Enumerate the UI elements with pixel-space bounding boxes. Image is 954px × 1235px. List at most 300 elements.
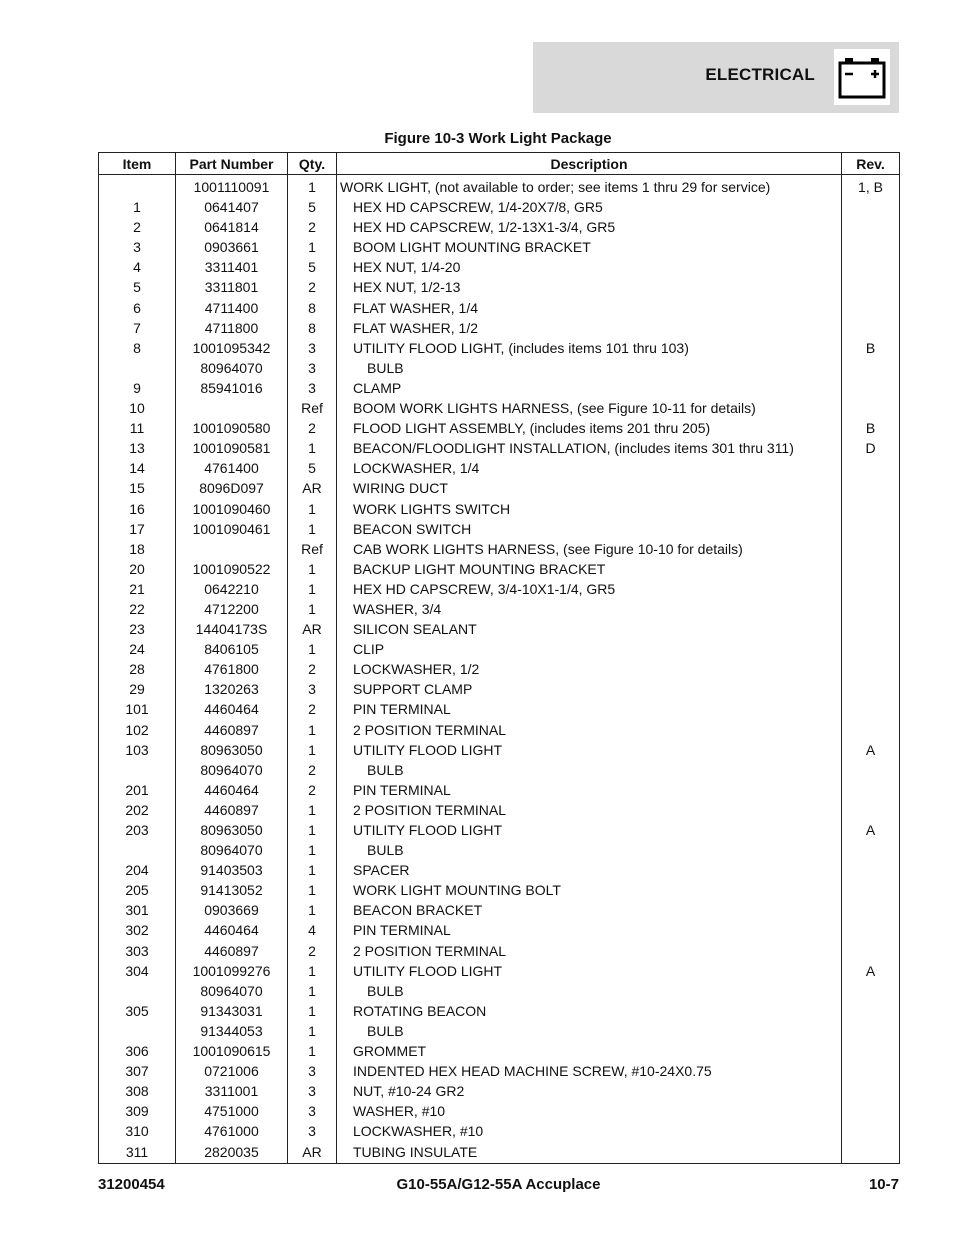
- part-number-cell: 3311401: [176, 257, 288, 277]
- revision-cell: [842, 1121, 900, 1141]
- revision-cell: [842, 1142, 900, 1164]
- section-header: [533, 42, 899, 113]
- part-number-cell: 91343031: [176, 1001, 288, 1021]
- item-number-cell: 9: [99, 378, 176, 398]
- quantity-cell: 1: [288, 237, 337, 257]
- table-row: [99, 679, 900, 699]
- item-number-cell: [99, 981, 176, 1001]
- part-number-cell: 1001090522: [176, 559, 288, 579]
- item-number-cell: 15: [99, 478, 176, 498]
- table-row: [99, 840, 900, 860]
- item-number-cell: 103: [99, 740, 176, 760]
- description-cell: FLAT WASHER, 1/2: [337, 318, 842, 338]
- item-number-cell: 5: [99, 277, 176, 297]
- description-cell: BACKUP LIGHT MOUNTING BRACKET: [337, 559, 842, 579]
- item-number-cell: 4: [99, 257, 176, 277]
- part-number-cell: [176, 398, 288, 418]
- quantity-cell: 1: [288, 860, 337, 880]
- quantity-cell: Ref: [288, 398, 337, 418]
- part-number-cell: 80963050: [176, 740, 288, 760]
- item-number-cell: 22: [99, 599, 176, 619]
- description-cell: HEX NUT, 1/2-13: [337, 277, 842, 297]
- revision-cell: [842, 720, 900, 740]
- table-row: [99, 418, 900, 438]
- item-number-cell: 6: [99, 298, 176, 318]
- part-number-cell: 4460464: [176, 920, 288, 940]
- description-cell: BULB: [337, 358, 842, 378]
- revision-cell: [842, 1041, 900, 1061]
- revision-cell: [842, 1061, 900, 1081]
- description-cell: BULB: [337, 760, 842, 780]
- table-row: [99, 860, 900, 880]
- revision-cell: [842, 860, 900, 880]
- revision-cell: [842, 378, 900, 398]
- part-number-cell: 1001090615: [176, 1041, 288, 1061]
- description-cell: CLIP: [337, 639, 842, 659]
- quantity-cell: AR: [288, 1142, 337, 1164]
- quantity-cell: AR: [288, 619, 337, 639]
- description-cell: BULB: [337, 840, 842, 860]
- quantity-cell: 1: [288, 840, 337, 860]
- table-row: [99, 1081, 900, 1101]
- revision-cell: [842, 659, 900, 679]
- description-cell: UTILITY FLOOD LIGHT: [337, 740, 842, 760]
- quantity-cell: 1: [288, 1021, 337, 1041]
- item-number-cell: 13: [99, 438, 176, 458]
- revision-cell: B: [842, 338, 900, 358]
- item-number-cell: 203: [99, 820, 176, 840]
- table-row: [99, 277, 900, 297]
- item-number-cell: 8: [99, 338, 176, 358]
- quantity-cell: 2: [288, 659, 337, 679]
- description-cell: BULB: [337, 981, 842, 1001]
- quantity-cell: 2: [288, 780, 337, 800]
- description-cell: WIRING DUCT: [337, 478, 842, 498]
- table-row: [99, 619, 900, 639]
- description-cell: 2 POSITION TERMINAL: [337, 800, 842, 820]
- description-cell: PIN TERMINAL: [337, 699, 842, 719]
- quantity-cell: 1: [288, 720, 337, 740]
- part-number-cell: 4761400: [176, 458, 288, 478]
- item-number-cell: [99, 760, 176, 780]
- quantity-cell: 2: [288, 418, 337, 438]
- table-row: [99, 900, 900, 920]
- part-number-cell: 1001110091: [176, 175, 288, 198]
- part-number-cell: 80964070: [176, 840, 288, 860]
- table-row: [99, 1101, 900, 1121]
- table-row: [99, 539, 900, 559]
- revision-cell: [842, 519, 900, 539]
- description-cell: NUT, #10-24 GR2: [337, 1081, 842, 1101]
- table-row: [99, 318, 900, 338]
- description-cell: LOCKWASHER, 1/4: [337, 458, 842, 478]
- part-number-cell: 4460464: [176, 780, 288, 800]
- item-number-cell: 302: [99, 920, 176, 940]
- quantity-cell: 1: [288, 175, 337, 198]
- quantity-cell: 5: [288, 197, 337, 217]
- item-number-cell: 17: [99, 519, 176, 539]
- table-row: [99, 961, 900, 981]
- description-cell: GROMMET: [337, 1041, 842, 1061]
- revision-cell: [842, 699, 900, 719]
- quantity-cell: 1: [288, 499, 337, 519]
- item-number-cell: 29: [99, 679, 176, 699]
- table-row: [99, 820, 900, 840]
- part-number-cell: 4751000: [176, 1101, 288, 1121]
- revision-cell: [842, 197, 900, 217]
- quantity-cell: 1: [288, 438, 337, 458]
- quantity-cell: 1: [288, 981, 337, 1001]
- description-cell: CAB WORK LIGHTS HARNESS, (see Figure 10-10 for details): [337, 539, 842, 559]
- column-header-description: Description: [337, 153, 842, 175]
- item-number-cell: 202: [99, 800, 176, 820]
- description-cell: FLOOD LIGHT ASSEMBLY, (includes items 201 thru 205): [337, 418, 842, 438]
- revision-cell: [842, 579, 900, 599]
- table-row: [99, 760, 900, 780]
- table-row: [99, 398, 900, 418]
- revision-cell: [842, 900, 900, 920]
- item-number-cell: 11: [99, 418, 176, 438]
- revision-cell: [842, 478, 900, 498]
- description-cell: WASHER, 3/4: [337, 599, 842, 619]
- column-header-part-number: Part Number: [176, 153, 288, 175]
- description-cell: PIN TERMINAL: [337, 780, 842, 800]
- revision-cell: [842, 941, 900, 961]
- description-cell: LOCKWASHER, #10: [337, 1121, 842, 1141]
- quantity-cell: 2: [288, 941, 337, 961]
- quantity-cell: 5: [288, 257, 337, 277]
- revision-cell: B: [842, 418, 900, 438]
- quantity-cell: 3: [288, 338, 337, 358]
- part-number-cell: 8096D097: [176, 478, 288, 498]
- item-number-cell: 20: [99, 559, 176, 579]
- parts-table-body: [99, 175, 900, 1164]
- description-cell: BEACON BRACKET: [337, 900, 842, 920]
- item-number-cell: 304: [99, 961, 176, 981]
- description-cell: BEACON SWITCH: [337, 519, 842, 539]
- part-number-cell: 0903669: [176, 900, 288, 920]
- description-cell: WORK LIGHT, (not available to order; see items 1 thru 29 for service): [337, 175, 842, 198]
- part-number-cell: 4460897: [176, 720, 288, 740]
- description-cell: BULB: [337, 1021, 842, 1041]
- revision-cell: [842, 458, 900, 478]
- quantity-cell: 8: [288, 318, 337, 338]
- part-number-cell: 4711800: [176, 318, 288, 338]
- revision-cell: A: [842, 820, 900, 840]
- column-header-rev: Rev.: [842, 153, 900, 175]
- description-cell: SILICON SEALANT: [337, 619, 842, 639]
- description-cell: HEX HD CAPSCREW, 3/4-10X1-1/4, GR5: [337, 579, 842, 599]
- quantity-cell: 3: [288, 679, 337, 699]
- revision-cell: [842, 499, 900, 519]
- part-number-cell: 4761000: [176, 1121, 288, 1141]
- description-cell: WORK LIGHTS SWITCH: [337, 499, 842, 519]
- description-cell: BOOM LIGHT MOUNTING BRACKET: [337, 237, 842, 257]
- revision-cell: [842, 619, 900, 639]
- table-row: [99, 1001, 900, 1021]
- footer-doc-number: 31200454: [98, 1176, 165, 1193]
- quantity-cell: 1: [288, 961, 337, 981]
- table-row: [99, 981, 900, 1001]
- table-row: [99, 559, 900, 579]
- revision-cell: A: [842, 961, 900, 981]
- part-number-cell: 8406105: [176, 639, 288, 659]
- quantity-cell: 3: [288, 1121, 337, 1141]
- item-number-cell: 28: [99, 659, 176, 679]
- battery-icon: [833, 48, 891, 106]
- revision-cell: [842, 257, 900, 277]
- description-cell: 2 POSITION TERMINAL: [337, 720, 842, 740]
- item-number-cell: 307: [99, 1061, 176, 1081]
- description-cell: BEACON/FLOODLIGHT INSTALLATION, (includes items 301 thru 311): [337, 438, 842, 458]
- revision-cell: [842, 760, 900, 780]
- part-number-cell: 1001090461: [176, 519, 288, 539]
- revision-cell: [842, 1101, 900, 1121]
- revision-cell: [842, 539, 900, 559]
- quantity-cell: 2: [288, 277, 337, 297]
- quantity-cell: 1: [288, 559, 337, 579]
- description-cell: UTILITY FLOOD LIGHT: [337, 820, 842, 840]
- item-number-cell: [99, 1021, 176, 1041]
- description-cell: WASHER, #10: [337, 1101, 842, 1121]
- part-number-cell: 1001090580: [176, 418, 288, 438]
- part-number-cell: 4761800: [176, 659, 288, 679]
- revision-cell: [842, 298, 900, 318]
- item-number-cell: 311: [99, 1142, 176, 1164]
- quantity-cell: 1: [288, 639, 337, 659]
- part-number-cell: 3311801: [176, 277, 288, 297]
- item-number-cell: 303: [99, 941, 176, 961]
- part-number-cell: 91413052: [176, 880, 288, 900]
- part-number-cell: 1320263: [176, 679, 288, 699]
- figure-title: Figure 10-3 Work Light Package: [384, 130, 612, 147]
- revision-cell: [842, 880, 900, 900]
- part-number-cell: 4460897: [176, 800, 288, 820]
- column-header-qty: Qty.: [288, 153, 337, 175]
- item-number-cell: 10: [99, 398, 176, 418]
- revision-cell: [842, 1021, 900, 1041]
- revision-cell: [842, 237, 900, 257]
- part-number-cell: 14404173S: [176, 619, 288, 639]
- table-row: [99, 197, 900, 217]
- footer-page-number: 10-7: [868, 1176, 899, 1193]
- table-row: [99, 1121, 900, 1141]
- table-row: [99, 175, 900, 198]
- description-cell: ROTATING BEACON: [337, 1001, 842, 1021]
- description-cell: PIN TERMINAL: [337, 920, 842, 940]
- part-number-cell: [176, 539, 288, 559]
- revision-cell: [842, 559, 900, 579]
- column-header-item: Item: [99, 153, 176, 175]
- part-number-cell: 0721006: [176, 1061, 288, 1081]
- quantity-cell: 1: [288, 599, 337, 619]
- table-row: [99, 659, 900, 679]
- table-row: [99, 599, 900, 619]
- description-cell: INDENTED HEX HEAD MACHINE SCREW, #10-24X0.75: [337, 1061, 842, 1081]
- revision-cell: [842, 1001, 900, 1021]
- revision-cell: D: [842, 438, 900, 458]
- table-row: [99, 579, 900, 599]
- quantity-cell: 2: [288, 699, 337, 719]
- table-row: [99, 1021, 900, 1041]
- item-number-cell: 102: [99, 720, 176, 740]
- table-row: [99, 780, 900, 800]
- quantity-cell: 2: [288, 760, 337, 780]
- item-number-cell: 204: [99, 860, 176, 880]
- quantity-cell: 3: [288, 358, 337, 378]
- part-number-cell: 80964070: [176, 981, 288, 1001]
- revision-cell: [842, 800, 900, 820]
- quantity-cell: 1: [288, 1041, 337, 1061]
- table-row: [99, 1041, 900, 1061]
- item-number-cell: 201: [99, 780, 176, 800]
- quantity-cell: 3: [288, 1081, 337, 1101]
- table-row: [99, 338, 900, 358]
- part-number-cell: 80963050: [176, 820, 288, 840]
- table-row: [99, 800, 900, 820]
- item-number-cell: 18: [99, 539, 176, 559]
- quantity-cell: 4: [288, 920, 337, 940]
- item-number-cell: 16: [99, 499, 176, 519]
- table-row: [99, 920, 900, 940]
- table-row: [99, 438, 900, 458]
- quantity-cell: 2: [288, 217, 337, 237]
- table-row: [99, 378, 900, 398]
- table-header-row: [99, 153, 900, 175]
- table-row: [99, 639, 900, 659]
- part-number-cell: 4460897: [176, 941, 288, 961]
- item-number-cell: 101: [99, 699, 176, 719]
- description-cell: HEX HD CAPSCREW, 1/4-20X7/8, GR5: [337, 197, 842, 217]
- page-footer: [98, 1176, 899, 1196]
- part-number-cell: 3311001: [176, 1081, 288, 1101]
- part-number-cell: 0642210: [176, 579, 288, 599]
- part-number-cell: 4711400: [176, 298, 288, 318]
- item-number-cell: 21: [99, 579, 176, 599]
- table-row: [99, 1061, 900, 1081]
- revision-cell: [842, 398, 900, 418]
- item-number-cell: [99, 175, 176, 198]
- table-row: [99, 519, 900, 539]
- item-number-cell: 310: [99, 1121, 176, 1141]
- revision-cell: [842, 1081, 900, 1101]
- description-cell: SPACER: [337, 860, 842, 880]
- table-row: [99, 720, 900, 740]
- part-number-cell: 0641814: [176, 217, 288, 237]
- revision-cell: [842, 780, 900, 800]
- revision-cell: [842, 639, 900, 659]
- description-cell: WORK LIGHT MOUNTING BOLT: [337, 880, 842, 900]
- item-number-cell: 2: [99, 217, 176, 237]
- quantity-cell: AR: [288, 478, 337, 498]
- table-row: [99, 499, 900, 519]
- revision-cell: [842, 981, 900, 1001]
- quantity-cell: 1: [288, 1001, 337, 1021]
- parts-table: [98, 152, 900, 1164]
- section-title: ELECTRICAL: [705, 65, 815, 84]
- quantity-cell: 1: [288, 519, 337, 539]
- item-number-cell: 301: [99, 900, 176, 920]
- part-number-cell: 80964070: [176, 760, 288, 780]
- part-number-cell: 91403503: [176, 860, 288, 880]
- description-cell: 2 POSITION TERMINAL: [337, 941, 842, 961]
- table-row: [99, 478, 900, 498]
- description-cell: TUBING INSULATE: [337, 1142, 842, 1164]
- item-number-cell: 309: [99, 1101, 176, 1121]
- revision-cell: 1, B: [842, 175, 900, 198]
- table-row: [99, 237, 900, 257]
- part-number-cell: 0641407: [176, 197, 288, 217]
- quantity-cell: 3: [288, 378, 337, 398]
- quantity-cell: 1: [288, 820, 337, 840]
- description-cell: UTILITY FLOOD LIGHT, (includes items 101 thru 103): [337, 338, 842, 358]
- item-number-cell: 14: [99, 458, 176, 478]
- table-row: [99, 217, 900, 237]
- description-cell: CLAMP: [337, 378, 842, 398]
- table-row: [99, 880, 900, 900]
- table-row: [99, 740, 900, 760]
- quantity-cell: 1: [288, 880, 337, 900]
- part-number-cell: 1001099276: [176, 961, 288, 981]
- table-row: [99, 699, 900, 719]
- quantity-cell: 1: [288, 900, 337, 920]
- quantity-cell: 1: [288, 740, 337, 760]
- part-number-cell: 1001090581: [176, 438, 288, 458]
- part-number-cell: 4712200: [176, 599, 288, 619]
- revision-cell: A: [842, 740, 900, 760]
- description-cell: BOOM WORK LIGHTS HARNESS, (see Figure 10-11 for details): [337, 398, 842, 418]
- part-number-cell: 80964070: [176, 358, 288, 378]
- part-number-cell: 0903661: [176, 237, 288, 257]
- description-cell: FLAT WASHER, 1/4: [337, 298, 842, 318]
- item-number-cell: 3: [99, 237, 176, 257]
- item-number-cell: 306: [99, 1041, 176, 1061]
- revision-cell: [842, 840, 900, 860]
- quantity-cell: 1: [288, 800, 337, 820]
- part-number-cell: 1001095342: [176, 338, 288, 358]
- item-number-cell: 1: [99, 197, 176, 217]
- quantity-cell: 3: [288, 1061, 337, 1081]
- item-number-cell: 205: [99, 880, 176, 900]
- table-row: [99, 1142, 900, 1164]
- table-row: [99, 458, 900, 478]
- item-number-cell: 305: [99, 1001, 176, 1021]
- item-number-cell: 24: [99, 639, 176, 659]
- revision-cell: [842, 679, 900, 699]
- revision-cell: [842, 920, 900, 940]
- part-number-cell: 91344053: [176, 1021, 288, 1041]
- part-number-cell: 1001090460: [176, 499, 288, 519]
- footer-model: G10-55A/G12-55A Accuplace: [396, 1176, 601, 1193]
- revision-cell: [842, 217, 900, 237]
- table-row: [99, 298, 900, 318]
- item-number-cell: 23: [99, 619, 176, 639]
- part-number-cell: 4460464: [176, 699, 288, 719]
- description-cell: SUPPORT CLAMP: [337, 679, 842, 699]
- quantity-cell: 3: [288, 1101, 337, 1121]
- table-row: [99, 941, 900, 961]
- quantity-cell: 5: [288, 458, 337, 478]
- description-cell: UTILITY FLOOD LIGHT: [337, 961, 842, 981]
- quantity-cell: 8: [288, 298, 337, 318]
- description-cell: LOCKWASHER, 1/2: [337, 659, 842, 679]
- revision-cell: [842, 358, 900, 378]
- description-cell: HEX HD CAPSCREW, 1/2-13X1-3/4, GR5: [337, 217, 842, 237]
- table-row: [99, 257, 900, 277]
- item-number-cell: [99, 358, 176, 378]
- quantity-cell: Ref: [288, 539, 337, 559]
- item-number-cell: [99, 840, 176, 860]
